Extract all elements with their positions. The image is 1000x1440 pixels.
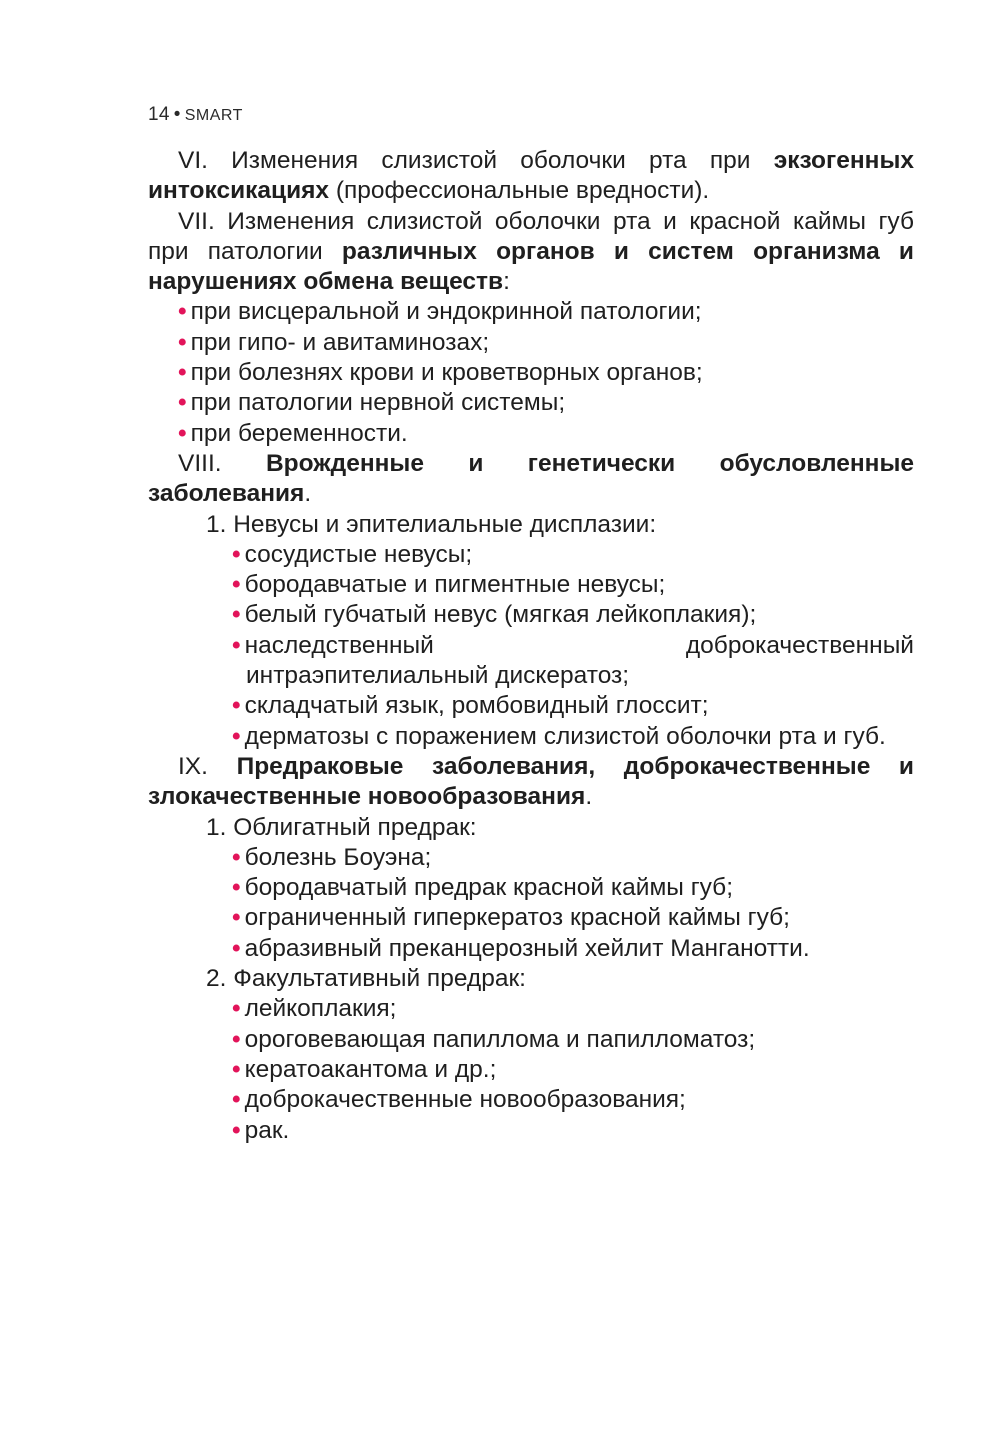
list-item: • белый губчатый невус (мягкая лейкоплакия); (232, 601, 757, 629)
section-ix-list-1 (148, 843, 914, 964)
list-item: • бородавчатый предрак красной каймы губ; (232, 874, 734, 902)
bullet-icon: • (232, 1116, 241, 1144)
header-separator: • (173, 104, 181, 125)
bullet-icon: • (178, 298, 187, 326)
bullet-icon: • (232, 843, 241, 871)
list-item: • доброкачественные новообразования; (232, 1086, 686, 1114)
section-vii-list (148, 297, 914, 448)
section-numeral: VI. (178, 147, 208, 174)
list-item: • лейкоплакия; (232, 995, 397, 1023)
list-item: • кератоакантома и др.; (232, 1055, 497, 1083)
bullet-icon: • (232, 540, 241, 568)
bullet-icon: • (232, 601, 241, 629)
section-numeral: IX. (178, 752, 208, 780)
bullet-icon: • (232, 692, 241, 720)
subsection-label: 2. Факультативный предрак: (206, 965, 526, 993)
subsection-label: 1. Невусы и эпителиальные дисплазии: (206, 510, 657, 538)
section-heading: Предраковые заболевания, доброкачественные и злокачественные новообразования (148, 752, 914, 811)
bullet-icon: • (178, 359, 187, 387)
section-heading: различных органов и систем организма и нарушениях обмена веществ (148, 237, 914, 296)
list-item: • ороговевающая папиллома и папилломатоз; (232, 1025, 756, 1053)
list-item: • рак. (232, 1116, 290, 1144)
list-item: • ограниченный гиперкератоз красной каймы губ; (232, 904, 790, 932)
section-vii: VII. Изменения слизистой оболочки рта и красной каймы губ при патологии различных органов и систем организма и нарушениях обмена веществ: (148, 207, 914, 296)
list-item: • при висцеральной и эндокринной патологии; (178, 298, 702, 326)
page-body (148, 146, 914, 1146)
bullet-icon: • (178, 389, 187, 417)
section-heading: Врожденные и генетически обусловленные заболевания (148, 449, 914, 508)
section-vi: VI. Изменения слизистой оболочки рта при экзогенных интоксикациях (профессиональные вредности). (148, 147, 914, 205)
bullet-icon: • (232, 722, 241, 750)
section-numeral: VIII. (178, 449, 222, 477)
list-item: • при болезнях крови и кроветворных органов; (178, 359, 703, 387)
list-item: • абразивный преканцерозный хейлит Манганотти. (232, 934, 810, 962)
bullet-icon: • (178, 328, 187, 356)
bullet-icon: • (232, 934, 241, 962)
list-item: • при беременности. (178, 419, 408, 447)
section-ix-list-2 (148, 994, 914, 1145)
subsection-label: 1. Облигатный предрак: (206, 813, 477, 841)
list-item: • при патологии нервной системы; (178, 389, 566, 417)
list-item: • при гипо- и авитаминозах; (178, 328, 490, 356)
bullet-icon: • (232, 874, 241, 902)
page-number: 14 (148, 104, 170, 125)
list-item: • наследственный доброкачественный интраэпителиальный дискератоз; (232, 631, 914, 690)
list-item: • складчатый язык, ромбовидный глоссит; (232, 692, 709, 720)
bullet-icon: • (232, 1055, 241, 1083)
list-item: • бородавчатые и пигментные невусы; (232, 571, 666, 599)
bullet-icon: • (232, 995, 241, 1023)
section-viii-list (148, 540, 914, 752)
section-numeral: VII. (178, 207, 215, 235)
section-viii: VIII. Врожденные и генетически обусловленные заболевания. (148, 449, 914, 508)
bullet-icon: • (232, 1086, 241, 1114)
bullet-icon: • (232, 1025, 241, 1053)
section-ix: IX. Предраковые заболевания, доброкачественные и злокачественные новообразования. (148, 752, 914, 811)
page-header (148, 104, 243, 126)
bullet-icon: • (232, 631, 241, 659)
bullet-icon: • (232, 571, 241, 599)
bullet-icon: • (232, 904, 241, 932)
bullet-icon: • (178, 419, 187, 447)
series-name: SMART (184, 107, 243, 124)
section-heading: экзогенных интоксикациях (148, 147, 914, 205)
list-item: • сосудистые невусы; (232, 540, 473, 568)
list-item: • болезнь Боуэна; (232, 843, 432, 871)
list-item: • дерматозы с поражением слизистой оболочки рта и губ. (232, 722, 886, 750)
